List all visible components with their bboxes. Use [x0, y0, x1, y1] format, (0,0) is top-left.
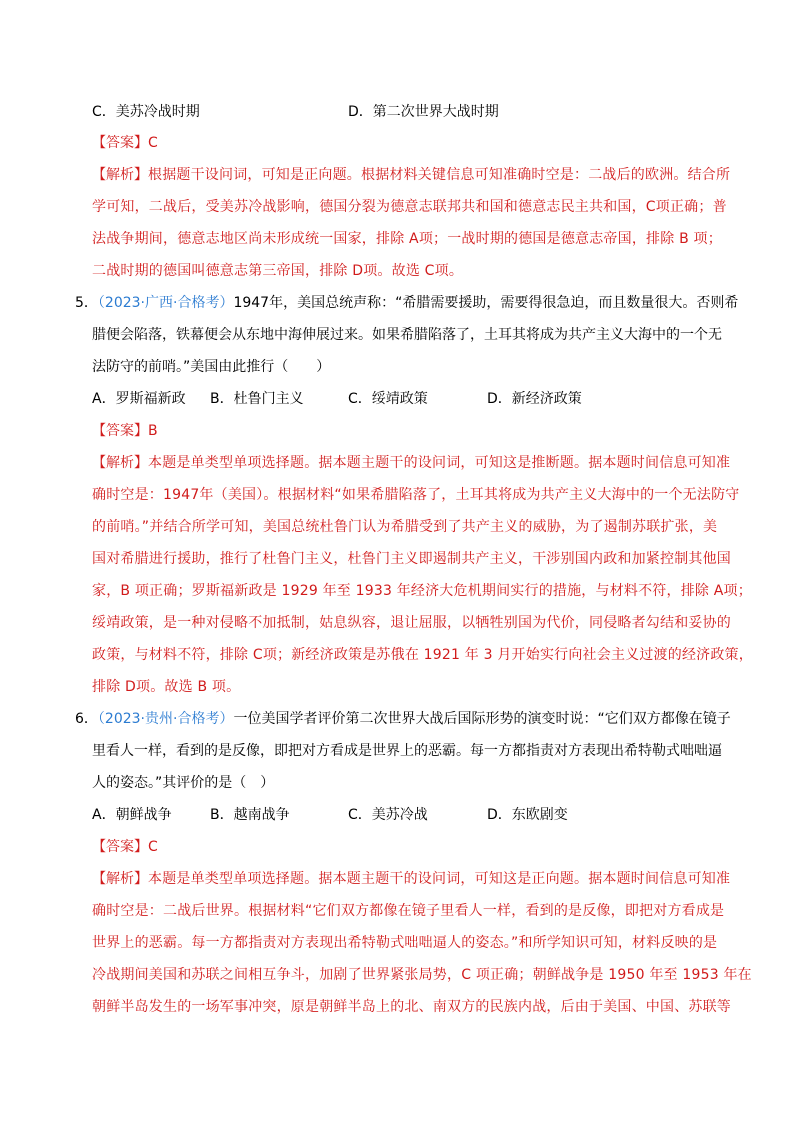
question-stem: 1947年，美国总统声称：“希腊需要援助，需要得很急迫，而且数量很大。否则希: [233, 295, 739, 311]
q5-analysis-line-2: 确时空是：1947年（美国）。根据材料“如果希腊陷落了，土耳其将成为共产主义大海中的一个无法防守: [92, 487, 740, 503]
q4-analysis-line-1: [92, 165, 730, 185]
answer-value: C: [148, 135, 158, 151]
q6-analysis-line-1: [92, 869, 730, 889]
q5-analysis-line-6: 绥靖政策，是一种对侵略不加抵制，姑息纵容，退让屈服，以牺牲别国为代价，同侵略者勾结和妥协的: [92, 615, 731, 631]
analysis-tag: 【解析】: [92, 167, 148, 183]
question-source: （2023·广西·合格考）: [97, 295, 234, 311]
q6-analysis-line-5: 朝鲜半岛发生的一场军事冲突，原是朝鲜半岛上的北、南双方的民族内战，后由于美国、中国、苏联等: [92, 999, 731, 1015]
q5-option-b: B．杜鲁门主义: [210, 391, 304, 407]
answer-tag: 【答案】: [92, 423, 148, 439]
q4-analysis-line-3: 法战争期间，德意志地区尚未形成统一国家，排除 A项；一战时期的德国是德意志帝国，排除 B 项；: [92, 231, 722, 247]
q5-stem-line-2: 腊便会陷落，铁幕便会从东地中海伸展过来。如果希腊陷落了，土耳其将成为共产主义大海中的一个无: [92, 327, 722, 343]
q6-analysis-line-4: 冷战期间美国和苏联之间相互争斗，加剧了世界紧张局势，C 项正确；朝鲜战争是 1950 年至 1953 年在: [92, 967, 752, 983]
question-stem: 一位美国学者评价第二次世界大战后国际形势的演变时说：“它们双方都像在镜子: [233, 711, 731, 727]
q6-analysis-line-3: 世界上的恶霸。每一方都指责对方表现出希特勒式咄咄逼人的姿态。”和所学知识可知，材料反映的是: [92, 935, 718, 951]
answer-tag: 【答案】: [92, 839, 148, 855]
question-number: 5．: [75, 295, 98, 311]
q4-answer: [92, 133, 158, 153]
q5-stem-line-1: [75, 293, 738, 313]
analysis-text: 根据题干设问词，可知是正向题。根据材料关键信息可知准确时空是：二战后的欧洲。结合所: [148, 167, 731, 183]
analysis-text: 本题是单类型单项选择题。据本题主题干的设问词，可知这是推断题。据本题时间信息可知准: [148, 455, 731, 471]
q5-option-a: A．罗斯福新政: [92, 391, 186, 407]
q5-analysis-line-8: 排除 D项。故选 B 项。: [92, 679, 241, 695]
q5-option-d: D．新经济政策: [487, 391, 582, 407]
q4-option-d: D．第二次世界大战时期: [348, 104, 499, 120]
q6-stem-line-1: [75, 709, 731, 729]
answer-value: B: [148, 423, 158, 439]
analysis-tag: 【解析】: [92, 455, 148, 471]
q6-stem-line-2: 里看人一样，看到的是反像，即把对方看成是世界上的恶霸。每一方都指责对方表现出希特勒式咄咄逼: [92, 743, 722, 759]
analysis-text: 本题是单类型单项选择题。据本题主题干的设问词，可知这是正向题。据本题时间信息可知准: [148, 871, 731, 887]
q4-option-c: C．美苏冷战时期: [92, 104, 200, 120]
question-number: 6．: [75, 711, 98, 727]
q6-answer: [92, 837, 158, 857]
answer-value: C: [148, 839, 158, 855]
q5-analysis-line-4: 国对希腊进行援助，推行了杜鲁门主义，杜鲁门主义即遏制共产主义，干涉别国内政和加紧控制其他国: [92, 551, 731, 567]
analysis-tag: 【解析】: [92, 871, 148, 887]
q4-analysis-line-2: 学可知，二战后，受美苏冷战影响，德国分裂为德意志联邦共和国和德意志民主共和国，C项正确；普: [92, 199, 727, 215]
q5-stem-line-3: 法防守的前哨。”美国由此推行（ ）: [92, 359, 331, 375]
q5-analysis-line-1: [92, 453, 730, 473]
q5-option-c: C．绥靖政策: [348, 391, 428, 407]
q5-analysis-line-5: 家，B 项正确；罗斯福新政是 1929 年至 1933 年经济大危机期间实行的措施，与材料不符，排除 A项；: [92, 583, 752, 599]
q6-stem-line-3: 人的姿态。”其评价的是（ ）: [92, 775, 275, 791]
q4-analysis-line-4: 二战时期的德国叫德意志第三帝国，排除 D项。故选 C项。: [92, 263, 464, 279]
q6-analysis-line-2: 确时空是：二战后世界。根据材料“它们双方都像在镜子里看人一样，看到的是反像，即把对方看成是: [92, 903, 725, 919]
answer-tag: 【答案】: [92, 135, 148, 151]
q6-option-b: B．越南战争: [210, 807, 290, 823]
q6-option-a: A．朝鲜战争: [92, 807, 172, 823]
q5-answer: [92, 421, 158, 441]
q5-analysis-line-7: 政策，与材料不符，排除 C项；新经济政策是苏俄在 1921 年 3 月开始实行向社会主义过渡的经济政策，: [92, 647, 753, 663]
q6-option-d: D．东欧剧变: [487, 807, 568, 823]
question-source: （2023·贵州·合格考）: [97, 711, 234, 727]
q6-option-c: C．美苏冷战: [348, 807, 428, 823]
q5-analysis-line-3: 的前哨。”并结合所学可知，美国总统杜鲁门认为希腊受到了共产主义的威胁，为了遏制苏联扩张，美: [92, 519, 718, 535]
